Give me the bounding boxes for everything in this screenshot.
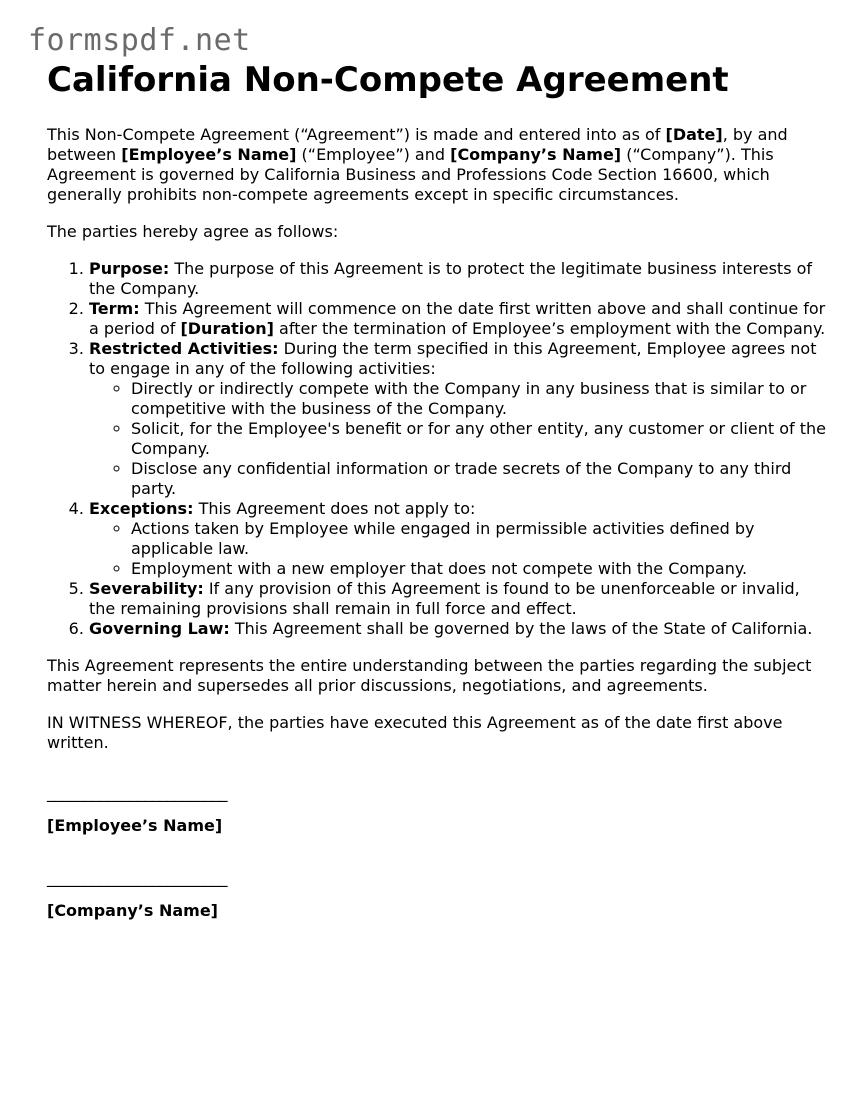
- clause-text: If any provision of this Agreement is found to be unenforceable or invalid, the remaining provisions shall remain in full force and effect.: [89, 579, 800, 618]
- clause-text: This Agreement does not apply to:: [193, 499, 476, 518]
- clause-list: [47, 259, 827, 639]
- employee-name-placeholder: [Employee’s Name]: [121, 145, 297, 164]
- clause-heading: Purpose:: [89, 259, 170, 278]
- witness-paragraph: IN WITNESS WHEREOF, the parties have executed this Agreement as of the date first above written.: [47, 713, 783, 752]
- company-name-placeholder: [Company’s Name]: [450, 145, 622, 164]
- watermark: formspdf.net: [28, 23, 251, 58]
- intro-text-4: (“Company”). This Agreement is governed by California Business and Professions Code Section 16600, which generally prohibits non-compete agreements except in specific circumstances.: [47, 145, 774, 204]
- duration-placeholder: [Duration]: [180, 319, 274, 338]
- intro-text-2: , by and between: [47, 125, 788, 164]
- employee-signature-line: ________________________: [47, 783, 227, 802]
- company-signature-name: [Company’s Name]: [47, 901, 218, 920]
- document-title: California Non-Compete Agreement: [47, 60, 729, 100]
- entire-agreement-paragraph: This Agreement represents the entire understanding between the parties regarding the subject matter herein and supersedes all prior discussions, negotiations, and agreements.: [47, 656, 812, 695]
- clause-heading: Term:: [89, 299, 140, 318]
- clause-purpose: [89, 259, 827, 299]
- clause-governing-law: [89, 619, 827, 639]
- agree-paragraph: The parties hereby agree as follows:: [47, 222, 339, 241]
- list-item: ◦ Employment with a new employer that does not compete with the Company.: [131, 559, 827, 579]
- clause-text: after the termination of Employee’s employment with the Company.: [273, 319, 826, 338]
- intro-text-3: (“Employee”) and: [296, 145, 451, 164]
- clause-text: The purpose of this Agreement is to protect the legitimate business interests of the Company.: [89, 259, 813, 298]
- clause-heading: Restricted Activities:: [89, 339, 279, 358]
- clause-heading: Governing Law:: [89, 619, 230, 638]
- clause-text: During the term specified in this Agreement, Employee agrees not to engage in any of the following activities:: [89, 339, 817, 378]
- employee-signature-name: [Employee’s Name]: [47, 816, 223, 835]
- clause-text: This Agreement will commence on the date first written above and shall continue for a period of: [89, 299, 826, 338]
- clause-text: This Agreement shall be governed by the laws of the State of California.: [229, 619, 813, 638]
- clause-restricted-activities: [89, 339, 827, 499]
- list-item: ◦ Directly or indirectly compete with the Company in any business that is similar to or competitive with the business of the Company.: [131, 379, 827, 419]
- intro-text-1: This Non-Compete Agreement (“Agreement”) is made and entered into as of: [47, 125, 666, 144]
- list-item: ◦ Solicit, for the Employee's benefit or for any other entity, any customer or client of the Company.: [131, 419, 827, 459]
- company-signature-line: ________________________: [47, 868, 227, 887]
- clause-exceptions: [89, 499, 827, 579]
- date-placeholder: [Date]: [665, 125, 723, 144]
- clause-heading: Severability:: [89, 579, 204, 598]
- clause-term: [89, 299, 827, 339]
- list-item: ◦ Actions taken by Employee while engaged in permissible activities defined by applicable law.: [131, 519, 827, 559]
- restricted-activities-list: [89, 379, 827, 499]
- clause-severability: [89, 579, 827, 619]
- list-item: ◦ Disclose any confidential information or trade secrets of the Company to any third party.: [131, 459, 827, 499]
- exceptions-list: [89, 519, 827, 579]
- document-body: [47, 58, 827, 921]
- intro-paragraph: [47, 125, 827, 205]
- clause-heading: Exceptions:: [89, 499, 194, 518]
